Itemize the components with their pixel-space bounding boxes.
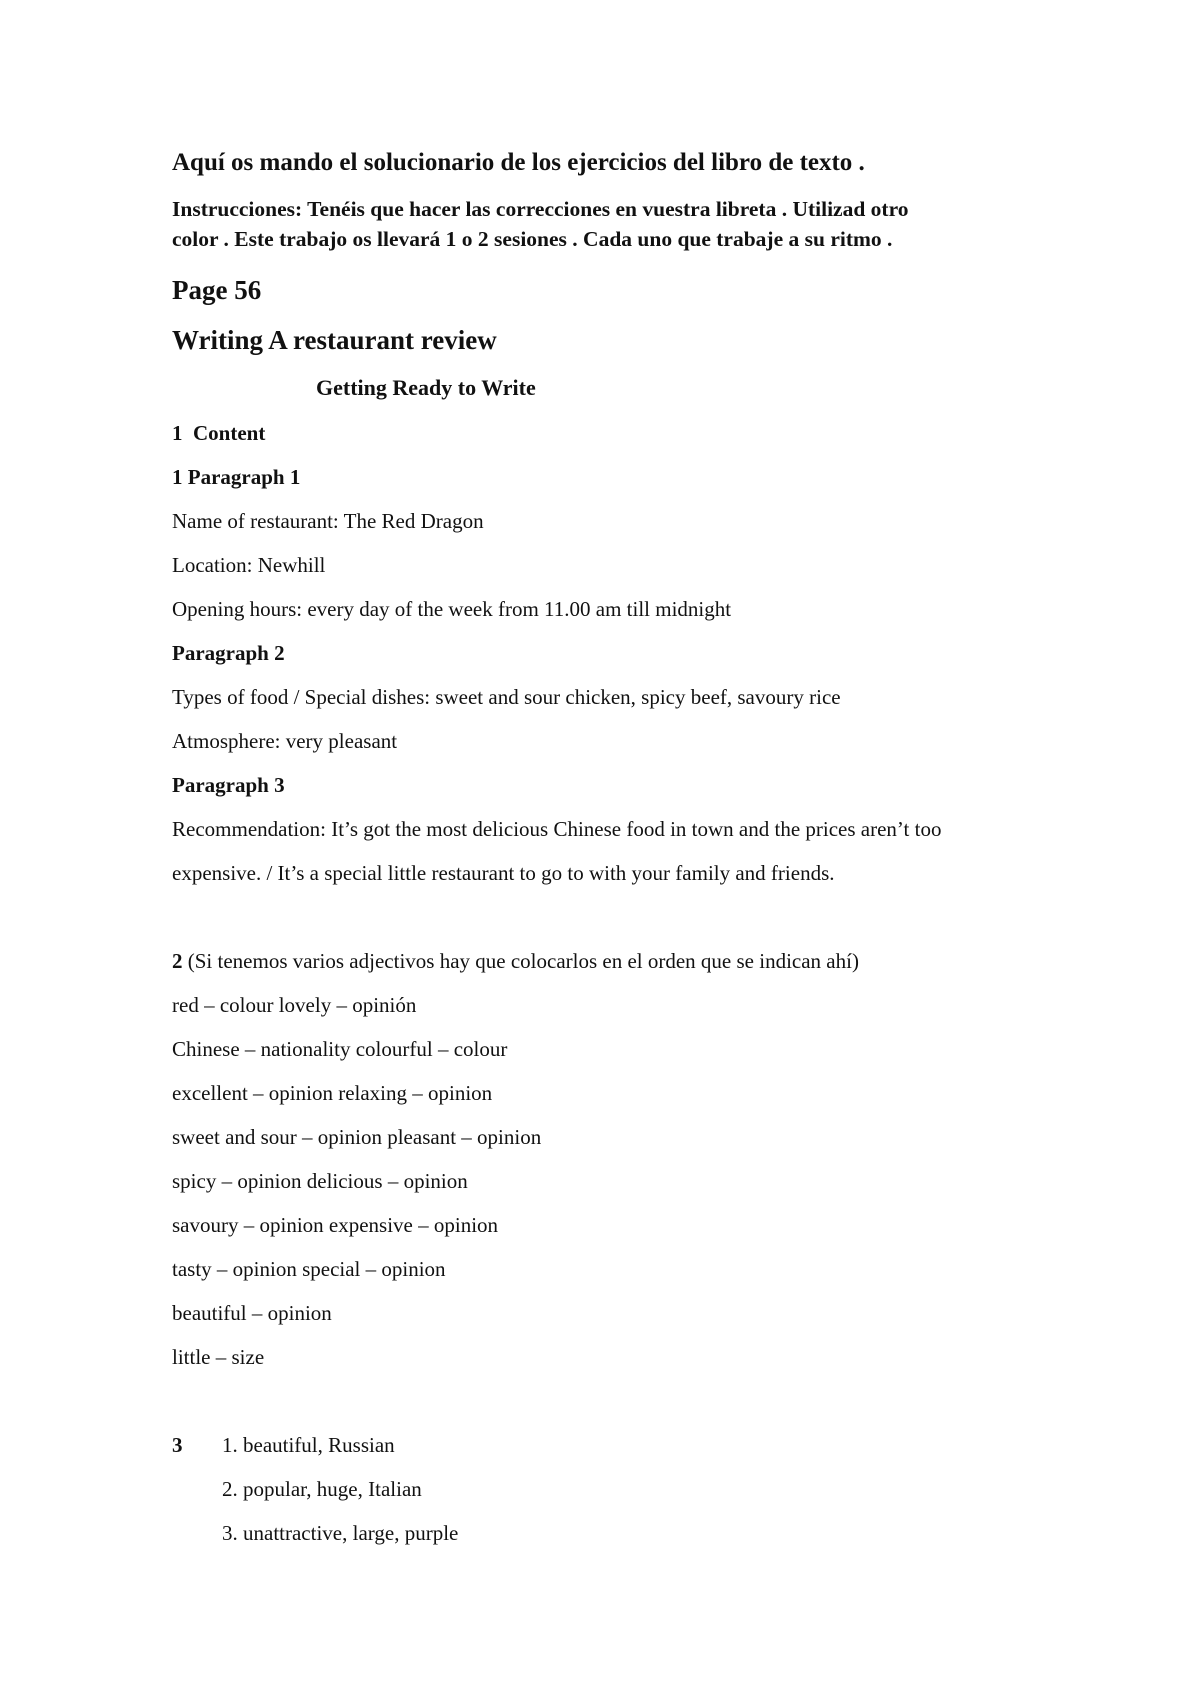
paragraph3-line: expensive. / It’s a special little restaurant to go to with your family and friends. [172,861,835,885]
adjective-line: excellent – opinion relaxing – opinion [172,1081,493,1105]
adjective-line: savoury – opinion expensive – opinion [172,1213,499,1237]
adjective-line: beautiful – opinion [172,1301,332,1325]
section-title: Writing A restaurant review [172,325,497,355]
exercise3-item: 3. unattractive, large, purple [222,1521,459,1545]
adjective-line: tasty – opinion special – opinion [172,1257,446,1281]
adjective-line: Chinese – nationality colourful – colour [172,1037,508,1061]
exercise3-item: 2. popular, huge, Italian [222,1477,422,1501]
document-title: Aquí os mando el solucionario de los ejercicios del libro de texto . [172,149,865,176]
adjective-line: spicy – opinion delicious – opinion [172,1169,468,1193]
paragraph1-line: Location: Newhill [172,553,326,577]
paragraph1-heading: 1 Paragraph 1 [172,465,301,489]
instructions-line-2: color . Este trabajo os llevará 1 o 2 sesiones . Cada uno que trabaje a su ritmo . [172,227,893,251]
exercise2-note: (Si tenemos varios adjectivos hay que colocarlos en el orden que se indican ahí) [182,949,859,973]
paragraph2-line: Atmosphere: very pleasant [172,729,398,753]
paragraph2-line: Types of food / Special dishes: sweet and sour chicken, spicy beef, savoury rice [172,685,841,709]
adjective-line: sweet and sour – opinion pleasant – opinion [172,1125,542,1149]
page-label: Page 56 [172,275,262,305]
paragraph1-line: Opening hours: every day of the week from 11.00 am till midnight [172,597,732,621]
adjective-line: little – size [172,1345,265,1369]
instructions-line-1: Instrucciones: Tenéis que hacer las correcciones en vuestra libreta . Utilizad otro [172,197,909,221]
exercise3-number: 3 [172,1433,183,1457]
paragraph2-heading: Paragraph 2 [172,641,285,665]
adjective-line: red – colour lovely – opinión [172,993,417,1017]
paragraph1-line: Name of restaurant: The Red Dragon [172,509,484,533]
paragraph3-line: Recommendation: It’s got the most delicious Chinese food in town and the prices aren’t too [172,817,942,841]
exercise1-heading: 1 Content [172,421,266,445]
exercise2-number: 2 [172,949,183,973]
exercise2-header [172,948,859,974]
subsection-title: Getting Ready to Write [316,375,536,400]
paragraph3-heading: Paragraph 3 [172,773,285,797]
exercise3-item: 1. beautiful, Russian [222,1433,395,1457]
